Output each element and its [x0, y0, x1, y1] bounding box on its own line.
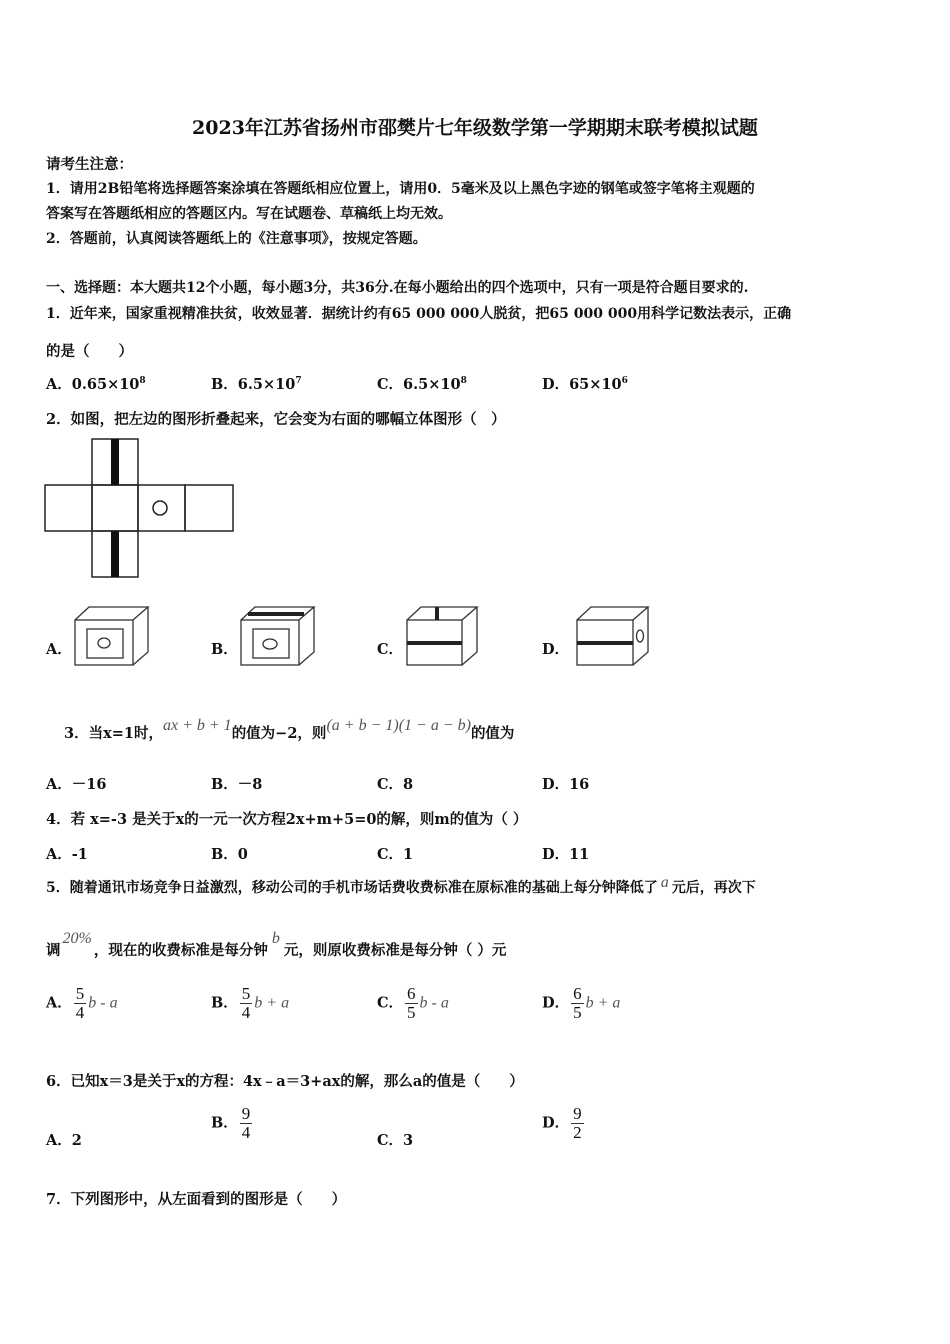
q5-option-c-label: C．: [377, 994, 404, 1012]
q1-option-b-exp: 7: [295, 376, 302, 387]
q3-stem: [64, 717, 515, 743]
q5-c-den: 5: [407, 1003, 416, 1022]
q5-line1-end: 元后，再次下: [671, 880, 756, 896]
q6-b-num: 9: [241, 1104, 251, 1123]
q1-option-c[interactable]: [377, 373, 467, 394]
notice-line-1a: 1．请用2B铅笔将选择题答案涂填在答题纸相应位置上，请用0．5毫米及以上黑色字迹的钢笔或签字笔将主观题的: [46, 181, 755, 197]
q5-d-tail: b + a: [585, 994, 621, 1012]
q5-line2-a: 调: [46, 942, 61, 959]
q6-option-d[interactable]: [542, 1105, 586, 1142]
q5-b-num: 5: [241, 984, 251, 1003]
q4-option-d[interactable]: D．11: [542, 846, 590, 863]
q5-line2-c: 元，则原收费标准是每分钟（ ）元: [283, 942, 507, 959]
q5-var-a: a: [660, 874, 669, 891]
q5-c-num: 6: [407, 984, 416, 1003]
q2-option-c[interactable]: C．: [377, 641, 404, 658]
q5-b-den: 4: [241, 1003, 251, 1022]
q5-stem-line2: [46, 930, 507, 960]
q5-option-c-fraction: [405, 985, 418, 1022]
q5-a-num: 5: [75, 984, 85, 1003]
notice-heading: 请考生注意：: [46, 156, 133, 173]
q6-stem: 6．已知x＝3是关于x的方程：4x﹣a＝3+ax的解，那么a的值是（ ）: [46, 1073, 524, 1090]
net-bar-bottom: [111, 531, 119, 577]
q1-option-d[interactable]: [542, 373, 628, 394]
section-heading: 一、选择题：本大题共12个小题，每小题3分，共36分.在每小题给出的四个选项中，只有一项是符合题目要求的.: [46, 280, 749, 296]
net-left-face: [45, 485, 92, 531]
q3-option-c[interactable]: C．8: [377, 776, 414, 793]
q3-mid: 的值为−2，则: [231, 725, 327, 742]
q3-option-b[interactable]: B．－8: [211, 776, 263, 793]
q1-option-d-exp: 6: [621, 376, 628, 387]
q6-option-a[interactable]: A．2: [46, 1132, 82, 1149]
q3-option-d[interactable]: D．16: [542, 776, 590, 793]
q6-option-b-fraction: [240, 1105, 253, 1142]
notice-line-2: 2．答题前，认真阅读答题纸上的《注意事项》，按规定答题。: [46, 231, 427, 247]
q6-b-den: 4: [241, 1123, 251, 1142]
net-center-face: [92, 485, 138, 531]
q6-option-b[interactable]: [211, 1105, 254, 1142]
q5-option-d[interactable]: [542, 985, 620, 1022]
q4-option-b[interactable]: B．0: [211, 846, 248, 863]
q5-d-num: 6: [573, 984, 582, 1003]
q2-cube-b: [238, 604, 318, 668]
q3-option-a[interactable]: A．－16: [46, 776, 107, 793]
q2-option-d[interactable]: D．: [542, 641, 570, 658]
q1-option-b[interactable]: [211, 373, 302, 394]
q5-option-d-fraction: [571, 985, 584, 1022]
q2-option-b[interactable]: B．: [211, 641, 238, 658]
q5-line2-b: ，现在的收费标准是每分钟: [93, 942, 268, 959]
net-right-face: [138, 485, 185, 531]
q5-stem-line1: [46, 874, 756, 897]
q5-option-a[interactable]: [46, 985, 118, 1022]
q3-prefix: 3．当x=1时，: [64, 725, 163, 742]
notice-line-1b: 答案写在答题纸相应的答题区内。写在试题卷、草稿纸上均无效。: [46, 206, 452, 222]
q2-cube-c: [404, 604, 484, 668]
q2-option-a[interactable]: A．: [46, 641, 72, 658]
q3-expr-1: ax + b + 1: [162, 717, 232, 734]
q3-expr-2: (a + b − 1)(1 − a − b): [326, 717, 471, 734]
q6-d-num: 9: [573, 1104, 582, 1123]
page-title: 2023年江苏省扬州市邵樊片七年级数学第一学期期末联考模拟试题: [192, 117, 758, 139]
q5-option-d-label: D．: [542, 994, 570, 1012]
q1-option-b-text: B．6.5×10: [211, 376, 296, 393]
q2-stem: 2．如图，把左边的图形折叠起来，它会变为右面的哪幅立体图形（ ）: [46, 411, 506, 428]
q6-option-b-label: B．: [211, 1114, 238, 1132]
q5-b-tail: b + a: [254, 994, 290, 1012]
q1-option-d-text: D．65×10: [542, 376, 622, 393]
q1-stem-line1: 1．近年来，国家重视精准扶贫，收效显著．据统计约有65 000 000人脱贫，把65 000 000用科学记数法表示，正确: [46, 306, 792, 322]
q5-option-a-fraction: [74, 985, 87, 1022]
q4-option-c[interactable]: C．1: [377, 846, 414, 863]
q5-line1-text: 5．随着通讯市场竞争日益激烈，移动公司的手机市场话费收费标准在原标准的基础上每分钟降低了: [46, 880, 658, 896]
q1-option-a-exp: 8: [139, 376, 146, 387]
q5-a-den: 4: [75, 1003, 85, 1022]
q1-option-a[interactable]: [46, 373, 146, 394]
q5-d-den: 5: [573, 1003, 582, 1022]
net-circle-mark: [153, 501, 167, 515]
net-bar-top: [111, 439, 119, 485]
q5-option-b[interactable]: [211, 985, 289, 1022]
q2-cube-a: [72, 604, 152, 668]
q6-option-d-label: D．: [542, 1114, 570, 1132]
q5-option-b-fraction: [240, 985, 253, 1022]
q4-stem: 4．若 x=-3 是关于x的一元一次方程2x+m+5=0的解，则m的值为（ ）: [46, 811, 528, 828]
q6-d-den: 2: [573, 1123, 582, 1142]
q5-a-tail: b - a: [88, 994, 118, 1012]
q2-net-figure: [44, 438, 236, 580]
q3-suffix: 的值为: [470, 725, 515, 742]
q1-option-c-text: C．6.5×10: [377, 376, 461, 393]
q4-option-a[interactable]: A．-1: [46, 846, 88, 863]
q5-c-tail: b - a: [419, 994, 449, 1012]
q5-percent: 20%: [62, 930, 92, 947]
q2-cube-d: [574, 604, 654, 668]
q1-option-c-exp: 8: [460, 376, 467, 387]
q7-stem: 7．下列图形中，从左面看到的图形是（ ）: [46, 1191, 347, 1208]
q5-option-c[interactable]: [377, 985, 449, 1022]
q5-option-b-label: B．: [211, 994, 238, 1012]
q1-option-a-text: A．0.65×10: [46, 376, 140, 393]
q5-var-b: b: [271, 930, 280, 947]
q6-option-d-fraction: [571, 1105, 584, 1142]
q6-option-c[interactable]: C．3: [377, 1132, 414, 1149]
q1-stem-line2: 的是（ ）: [46, 343, 133, 360]
q5-option-a-label: A．: [46, 994, 72, 1012]
net-far-right-face: [185, 485, 233, 531]
